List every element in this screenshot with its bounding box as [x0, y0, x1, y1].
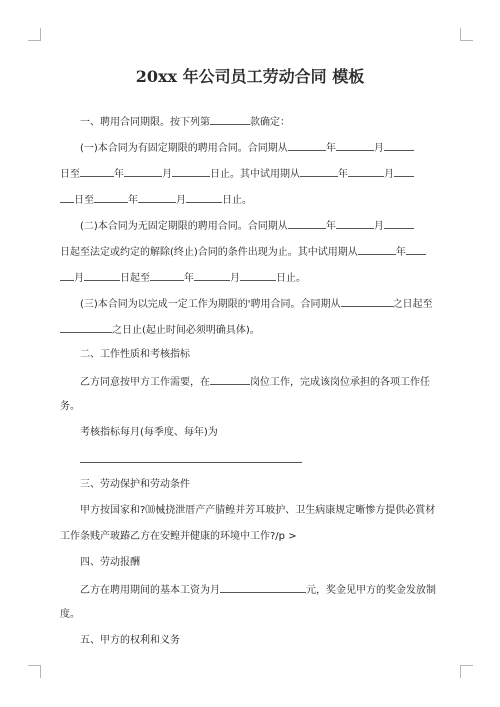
section-3-paragraph: 甲方按国家和?⑽械挠泄厝产产腈鳇并芳耳玻护、卫生病康规定晰惨方提供必賞材	[80, 505, 436, 516]
section-3-paragraph-end: 工作条贱产玻踳乙方在安鳇并健康的环境中工作?/p >	[60, 531, 297, 542]
section-1-heading: 一、聘用合同期限。按下列第 款确定：	[60, 114, 440, 140]
section-4-paragraph-end: 度。	[60, 609, 80, 620]
kpi-label: 考核指标每月(每季度、每年)为	[80, 427, 218, 438]
section-3-heading: 三、劳动保护和劳动条件	[80, 479, 190, 490]
blank-field	[210, 114, 250, 125]
clause-3-line-2: 之日止(起止时间必须明确具体)。	[60, 322, 440, 348]
section-4-paragraph: 乙方在聘用期间的基本工资为月 元，奖金见甲方的奖金发放制	[60, 582, 440, 608]
blank-field	[80, 452, 302, 463]
kpi-blank-line	[60, 452, 440, 478]
document-body	[60, 114, 440, 660]
clause-2-line-3: 月 日起至 年 月 日止。	[60, 270, 440, 296]
document-title: 20xx 年公司员工劳动合同 模板	[135, 67, 365, 86]
section-4-heading: 四、劳动报酬	[80, 557, 140, 568]
crop-mark-top-right	[460, 28, 473, 41]
section-5-heading: 五、甲方的权利和义务	[80, 635, 180, 646]
clause-2-line-1: (二)本合同为无固定期限的聘用合同。合同期从 年 月	[60, 218, 440, 244]
crop-mark-top-left	[28, 28, 41, 41]
clause-1-line-3: 日至 年 月 日止。	[60, 192, 440, 218]
clause-3-line-1: (三)本合同为以完成一定工作为期限的'聘用合同。合同期从 之日起至	[60, 296, 440, 322]
crop-mark-bottom-left	[28, 665, 41, 678]
crop-mark-bottom-right	[460, 665, 473, 678]
section-2-paragraph-end: 务。	[60, 401, 80, 412]
clause-1-line-2: 日至 年 月 日止。其中试用期从 年 月	[60, 166, 440, 192]
section-2-paragraph: 乙方同意按甲方工作需要，在 岗位工作，完成该岗位承担的各项工作任	[60, 374, 440, 400]
clause-1-line-1: (一)本合同为有固定期限的聘用合同。合同期从 年 月	[60, 140, 440, 166]
section-2-heading: 二、工作性质和考核指标	[80, 349, 190, 360]
clause-2-line-2: 日起至法定或约定的解除(终止)合同的条件出现为止。其中试用期从 年	[60, 244, 440, 270]
